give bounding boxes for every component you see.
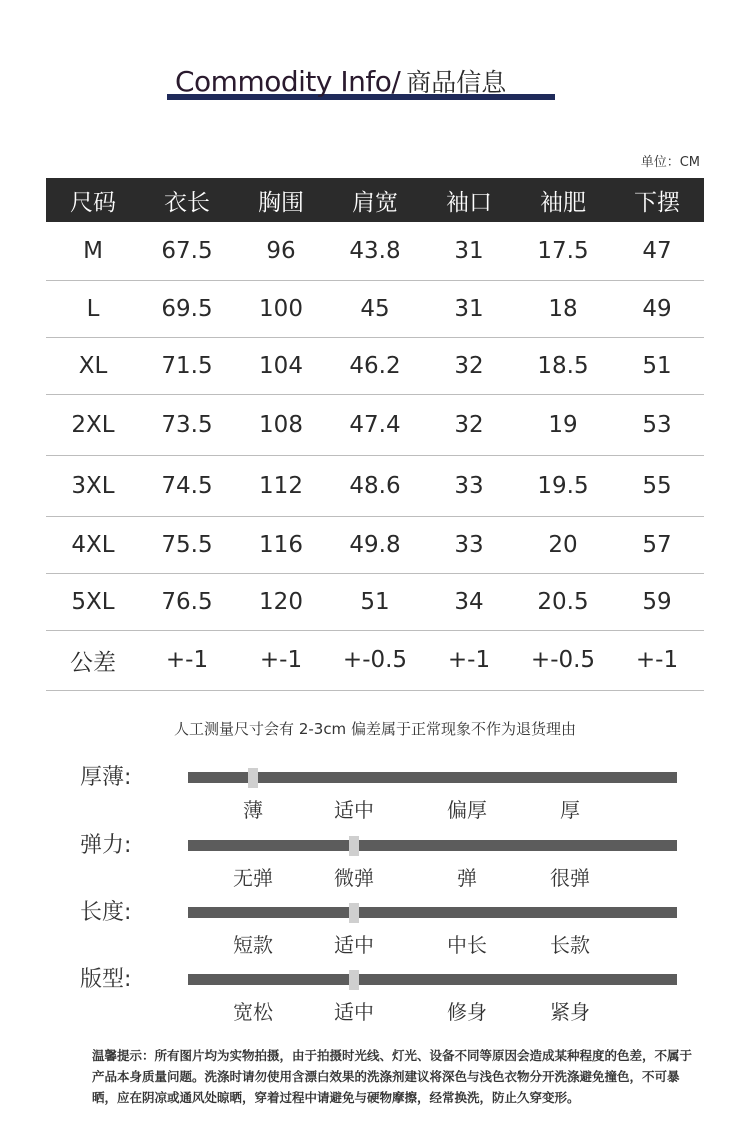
attribute-option: 微弹 xyxy=(334,866,374,890)
table-cell: 46.2 xyxy=(328,337,422,394)
attribute-row xyxy=(0,897,750,967)
table-cell: 47.4 xyxy=(328,394,422,455)
col-header-hem: 下摆 xyxy=(610,178,704,222)
attribute-scale-bar xyxy=(188,907,677,918)
table-cell: 120 xyxy=(234,573,328,630)
row-label: 5XL xyxy=(46,573,140,630)
table-cell: 51 xyxy=(328,573,422,630)
title-text xyxy=(175,62,506,102)
table-cell: 49 xyxy=(610,280,704,337)
row-label: 3XL xyxy=(46,455,140,516)
col-header-length: 衣长 xyxy=(140,178,234,222)
attribute-option: 无弹 xyxy=(233,866,273,890)
page-title xyxy=(0,58,750,104)
table-cell: 73.5 xyxy=(140,394,234,455)
table-row xyxy=(46,280,704,337)
attribute-option: 中长 xyxy=(447,933,487,957)
row-label: XL xyxy=(46,337,140,394)
attribute-option: 薄 xyxy=(243,798,263,822)
table-row xyxy=(46,573,704,630)
table-cell: 96 xyxy=(234,222,328,280)
table-cell: +-0.5 xyxy=(328,630,422,690)
attribute-option: 适中 xyxy=(334,1000,374,1024)
table-cell: +-1 xyxy=(610,630,704,690)
table-row xyxy=(46,394,704,455)
attribute-option: 短款 xyxy=(233,933,273,957)
table-row xyxy=(46,516,704,573)
table-cell: 18.5 xyxy=(516,337,610,394)
table-cell: +-1 xyxy=(140,630,234,690)
table-cell: 104 xyxy=(234,337,328,394)
table-cell: 43.8 xyxy=(328,222,422,280)
attribute-row xyxy=(0,964,750,1034)
col-header-cuff: 袖口 xyxy=(422,178,516,222)
table-row xyxy=(46,455,704,516)
title-chinese: 商品信息 xyxy=(406,68,507,97)
table-cell: 32 xyxy=(422,394,516,455)
title-english: Commodity Info/ xyxy=(175,65,401,98)
unit-label: 单位：CM xyxy=(640,155,700,170)
table-cell: 59 xyxy=(610,573,704,630)
table-header-row xyxy=(46,178,704,222)
table-cell: 19 xyxy=(516,394,610,455)
attribute-marker xyxy=(248,768,258,788)
table-cell: 33 xyxy=(422,516,516,573)
table-cell: 45 xyxy=(328,280,422,337)
attribute-label: 长度: xyxy=(80,900,132,925)
attribute-row xyxy=(0,762,750,832)
attribute-option: 宽松 xyxy=(233,1000,273,1024)
col-header-sleeve: 袖肥 xyxy=(516,178,610,222)
attribute-marker xyxy=(349,970,359,990)
table-cell: 57 xyxy=(610,516,704,573)
attribute-option: 适中 xyxy=(334,798,374,822)
table-cell: 75.5 xyxy=(140,516,234,573)
table-cell: 100 xyxy=(234,280,328,337)
col-header-shoulder: 肩宽 xyxy=(328,178,422,222)
attribute-option: 很弹 xyxy=(550,866,590,890)
table-cell: +-1 xyxy=(422,630,516,690)
attribute-label: 厚薄: xyxy=(80,765,132,790)
table-cell: 71.5 xyxy=(140,337,234,394)
footer-tip: 温馨提示：所有图片均为实物拍摄，由于拍摄时光线、灯光、设备不同等原因会造成某种程度的色差，不属于产品本身质量问题。洗涤时请勿使用含漂白效果的洗涤剂建议将深色与浅色衣物分开洗涤避免撞色，不可暴晒，应在阴凉或通风处晾晒，穿着过程中请避免与硬物摩擦，经常换洗，防止久穿变形。 xyxy=(92,1048,693,1105)
size-table xyxy=(46,178,704,691)
attribute-marker xyxy=(349,903,359,923)
table-cell: 116 xyxy=(234,516,328,573)
table-cell: 33 xyxy=(422,455,516,516)
table-body xyxy=(46,222,704,690)
attribute-option: 厚 xyxy=(560,798,580,822)
table-cell: 31 xyxy=(422,222,516,280)
attribute-row xyxy=(0,830,750,900)
table-cell: 51 xyxy=(610,337,704,394)
col-header-chest: 胸围 xyxy=(234,178,328,222)
table-cell: 48.6 xyxy=(328,455,422,516)
attribute-option: 长款 xyxy=(550,933,590,957)
attribute-option: 偏厚 xyxy=(447,798,487,822)
table-cell: 17.5 xyxy=(516,222,610,280)
table-cell: 49.8 xyxy=(328,516,422,573)
row-label: 4XL xyxy=(46,516,140,573)
attribute-option: 适中 xyxy=(334,933,374,957)
table-cell: 31 xyxy=(422,280,516,337)
table-row xyxy=(46,222,704,280)
attribute-label: 弹力: xyxy=(80,833,132,858)
attribute-option: 修身 xyxy=(447,1000,487,1024)
row-label: 2XL xyxy=(46,394,140,455)
table-cell: +-1 xyxy=(234,630,328,690)
attribute-scale-bar xyxy=(188,840,677,851)
table-cell: 76.5 xyxy=(140,573,234,630)
table-cell: 32 xyxy=(422,337,516,394)
table-cell: 20.5 xyxy=(516,573,610,630)
measurement-note: 人工测量尺寸会有 2-3cm 偏差属于正常现象不作为退货理由 xyxy=(174,720,576,738)
row-label: L xyxy=(46,280,140,337)
attribute-marker xyxy=(349,836,359,856)
table-cell: 74.5 xyxy=(140,455,234,516)
attribute-option: 弹 xyxy=(457,866,477,890)
table-cell: 20 xyxy=(516,516,610,573)
table-cell: 108 xyxy=(234,394,328,455)
table-row xyxy=(46,630,704,690)
row-label: 公差 xyxy=(46,630,140,690)
table-cell: 18 xyxy=(516,280,610,337)
table-cell: 67.5 xyxy=(140,222,234,280)
table-cell: 55 xyxy=(610,455,704,516)
table-cell: 19.5 xyxy=(516,455,610,516)
table-cell: 112 xyxy=(234,455,328,516)
attribute-option: 紧身 xyxy=(550,1000,590,1024)
attribute-scale-bar xyxy=(188,772,677,783)
table-cell: 47 xyxy=(610,222,704,280)
table-row xyxy=(46,337,704,394)
attribute-label: 版型: xyxy=(80,967,132,992)
attribute-scale-bar xyxy=(188,974,677,985)
row-label: M xyxy=(46,222,140,280)
table-cell: 53 xyxy=(610,394,704,455)
table-cell: 34 xyxy=(422,573,516,630)
table-cell: +-0.5 xyxy=(516,630,610,690)
table-cell: 69.5 xyxy=(140,280,234,337)
col-header-size: 尺码 xyxy=(46,178,140,222)
